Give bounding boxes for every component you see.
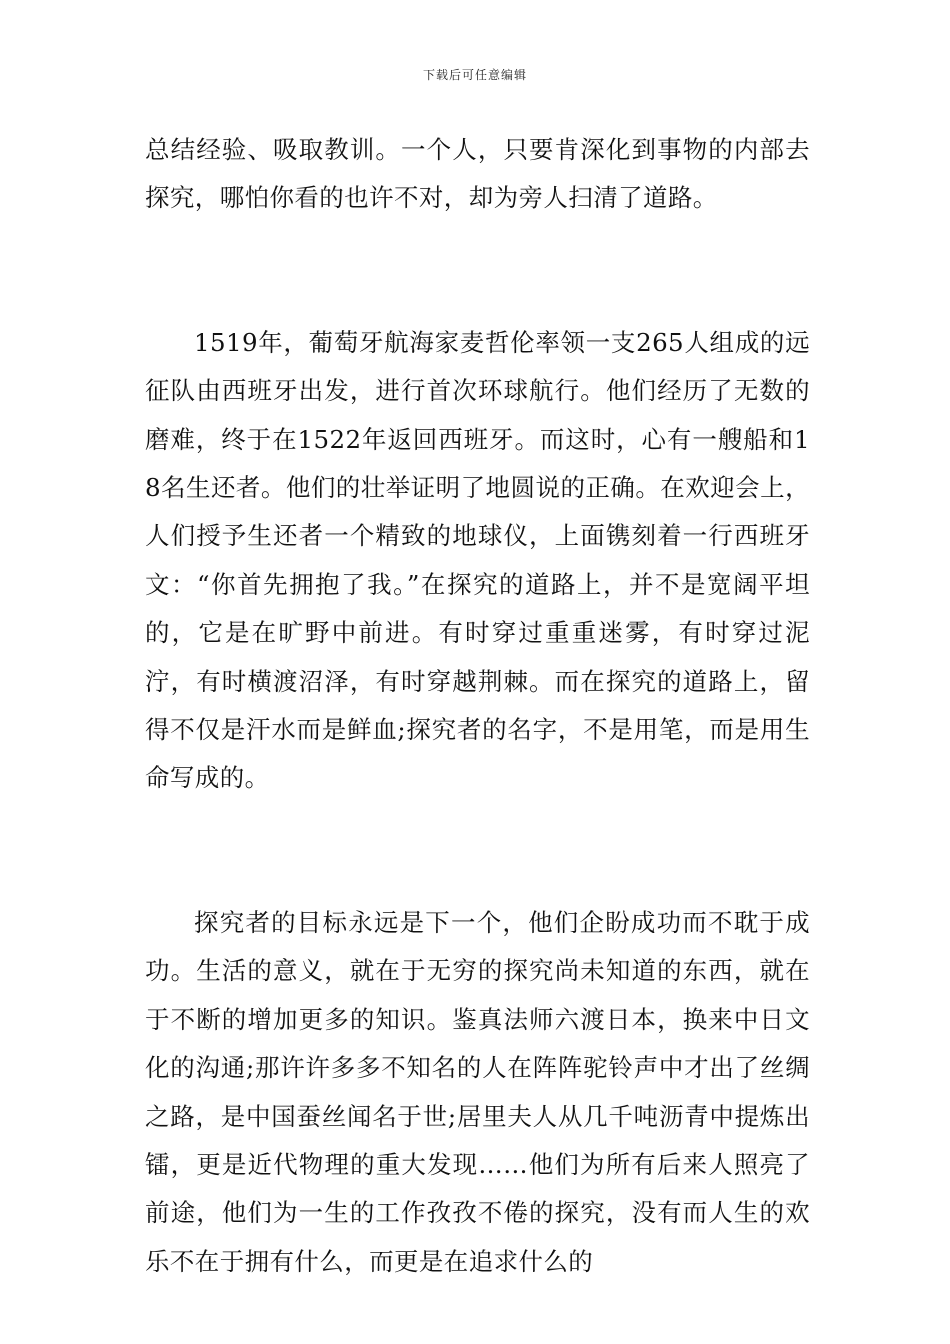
paragraph-gap (145, 223, 810, 319)
page-header: 下载后可任意编辑 (422, 68, 527, 82)
paragraph-3: 探究者的目标永远是下一个，他们企盼成功而不耽于成功。生活的意义，就在于无穷的探究尚未知道的东西，就在于不断的增加更多的知识。鉴真法师六渡日本，换来中日文化的沟通;那许许多多不知名的人在阵阵驼铃声中才出了丝绸之路，是中国蚕丝闻名于世;居里夫人从几千吨沥青中提炼出镭，更是近代物理的重大发现……他们为所有后来人照亮了前途，他们为一生的工作孜孜不倦的探究，没有而人生的欢乐不在于拥有什么，而更是在追求什么的 (145, 907, 810, 1276)
paragraph-1: 总结经验、吸取教训。一个人，只要肯深化到事物的内部去探究，哪怕你看的也许不对，却为旁人扫清了道路。 (145, 135, 810, 213)
paragraph-gap (145, 803, 810, 899)
paragraph-2: 1519年，葡萄牙航海家麦哲伦率领一支265人组成的远征队由西班牙出发，进行首次环球航行。他们经历了无数的磨难，终于在1522年返回西班牙。而这时，心有一艘船和18名生还者。他们的壮举证明了地圆说的正确。在欢迎会上，人们授予生还者一个精致的地球仪，上面镌刻着一行西班牙文：“你首先拥抱了我。”在探究的道路上，并不是宽阔平坦的，它是在旷野中前进。有时穿过重重迷雾，有时穿过泥泞，有时横渡沼泽，有时穿越荆棘。而在探究的道路上，留得不仅是汗水而是鲜血;探究者的名字，不是用笔，而是用生命写成的。 (145, 327, 810, 793)
document-body (145, 126, 810, 1286)
